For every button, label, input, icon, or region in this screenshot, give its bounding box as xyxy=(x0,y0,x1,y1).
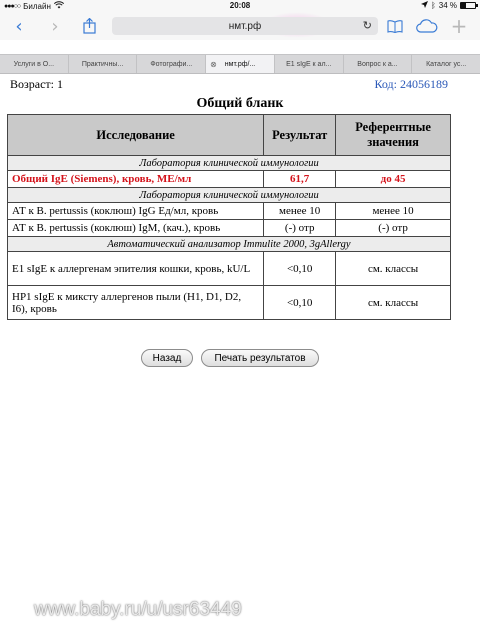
result-value: менее 10 xyxy=(264,203,336,220)
tab-6[interactable] xyxy=(412,55,480,73)
reload-icon[interactable]: ↻ xyxy=(362,19,372,32)
column-header-reference: Референтные значения xyxy=(336,115,451,156)
tab-label: E1 sIgE к ал... xyxy=(286,60,332,68)
result-value: <0,10 xyxy=(264,252,336,286)
carrier-name: Билайн xyxy=(23,1,51,11)
section-row xyxy=(8,156,451,171)
tab-1[interactable] xyxy=(69,55,138,73)
bookmarks-icon[interactable] xyxy=(384,16,406,36)
signal-strength-icon: ●●●○○ xyxy=(4,2,21,10)
tab-bar xyxy=(0,54,480,74)
section-row xyxy=(8,237,451,252)
reference-value: см. классы xyxy=(336,286,451,320)
watermark-text: www.baby.ru/u/usr63449 xyxy=(34,599,242,620)
tab-label: Вопрос к а... xyxy=(357,60,398,68)
new-tab-icon[interactable]: + xyxy=(450,14,468,38)
tab-label: Каталог ус... xyxy=(426,60,467,68)
icloud-tabs-icon[interactable] xyxy=(414,16,440,36)
tab-3[interactable] xyxy=(206,55,275,73)
section-title: Лаборатория клинической иммунологии xyxy=(8,156,451,171)
reference-value: менее 10 xyxy=(336,203,451,220)
column-header-study: Исследование xyxy=(8,115,264,156)
reference-value: (-) отр xyxy=(336,220,451,237)
patient-age: Возраст: 1 xyxy=(10,77,63,91)
location-icon xyxy=(421,1,428,10)
address-bar[interactable] xyxy=(112,17,378,35)
tab-label: Фотографи... xyxy=(150,60,193,68)
column-header-result: Результат xyxy=(264,115,336,156)
browser-toolbar xyxy=(0,12,480,40)
watermark xyxy=(14,598,242,621)
tab-0[interactable] xyxy=(0,55,69,73)
order-code: Код: 24056189 xyxy=(374,77,448,91)
table-row xyxy=(8,252,451,286)
status-bar xyxy=(0,0,480,12)
result-value: <0,10 xyxy=(264,286,336,320)
result-value: (-) отр xyxy=(264,220,336,237)
table-header-row xyxy=(8,115,451,156)
clock: 20:08 xyxy=(229,1,251,10)
table-row xyxy=(8,220,451,237)
close-tab-icon[interactable]: ⊗ xyxy=(210,59,217,69)
tab-label: Практичны... xyxy=(81,60,124,68)
section-title: Лаборатория клинической иммунологии xyxy=(8,188,451,203)
study-name: АТ к B. pertussis (коклюш) IgM, (кач.), кровь xyxy=(8,220,264,237)
tab-label: Услуги в О... xyxy=(13,60,55,68)
forward-nav-icon[interactable]: › xyxy=(51,15,59,37)
back-button[interactable]: Назад xyxy=(141,349,193,367)
section-row xyxy=(8,188,451,203)
tab-2[interactable] xyxy=(137,55,206,73)
tab-4[interactable] xyxy=(275,55,344,73)
tab-5[interactable] xyxy=(344,55,413,73)
reference-value: см. классы xyxy=(336,252,451,286)
study-name: Общий IgE (Siemens), кровь, МЕ/мл xyxy=(8,171,264,188)
tab-label: нмт.рф/... xyxy=(224,60,256,68)
table-row xyxy=(8,171,451,188)
baby-logo-icon xyxy=(14,598,30,618)
study-name: HP1 sIgE к миксту аллергенов пыли (H1, D1, D2, I6), кровь xyxy=(8,286,264,320)
bluetooth-icon: ᛒ xyxy=(430,1,436,10)
page-title: Общий бланк xyxy=(196,96,284,111)
share-icon[interactable] xyxy=(78,16,100,36)
table-row xyxy=(8,203,451,220)
battery-icon xyxy=(460,2,476,9)
url-text: нмт.рф xyxy=(228,20,262,32)
reference-value: до 45 xyxy=(336,171,451,188)
study-name: E1 sIgE к аллергенам эпителия кошки, кровь, kU/L xyxy=(8,252,264,286)
print-results-button[interactable]: Печать результатов xyxy=(201,349,319,367)
results-table xyxy=(7,114,451,320)
table-row xyxy=(8,286,451,320)
result-value: 61,7 xyxy=(264,171,336,188)
section-title: Автоматический анализатор Immulite 2000, 3gAllergy xyxy=(8,237,451,252)
battery-percent: 34 % xyxy=(438,1,457,10)
back-nav-icon[interactable]: ‹ xyxy=(15,15,23,37)
study-name: АТ к B. pertussis (коклюш) IgG Ед/мл, кровь xyxy=(8,203,264,220)
